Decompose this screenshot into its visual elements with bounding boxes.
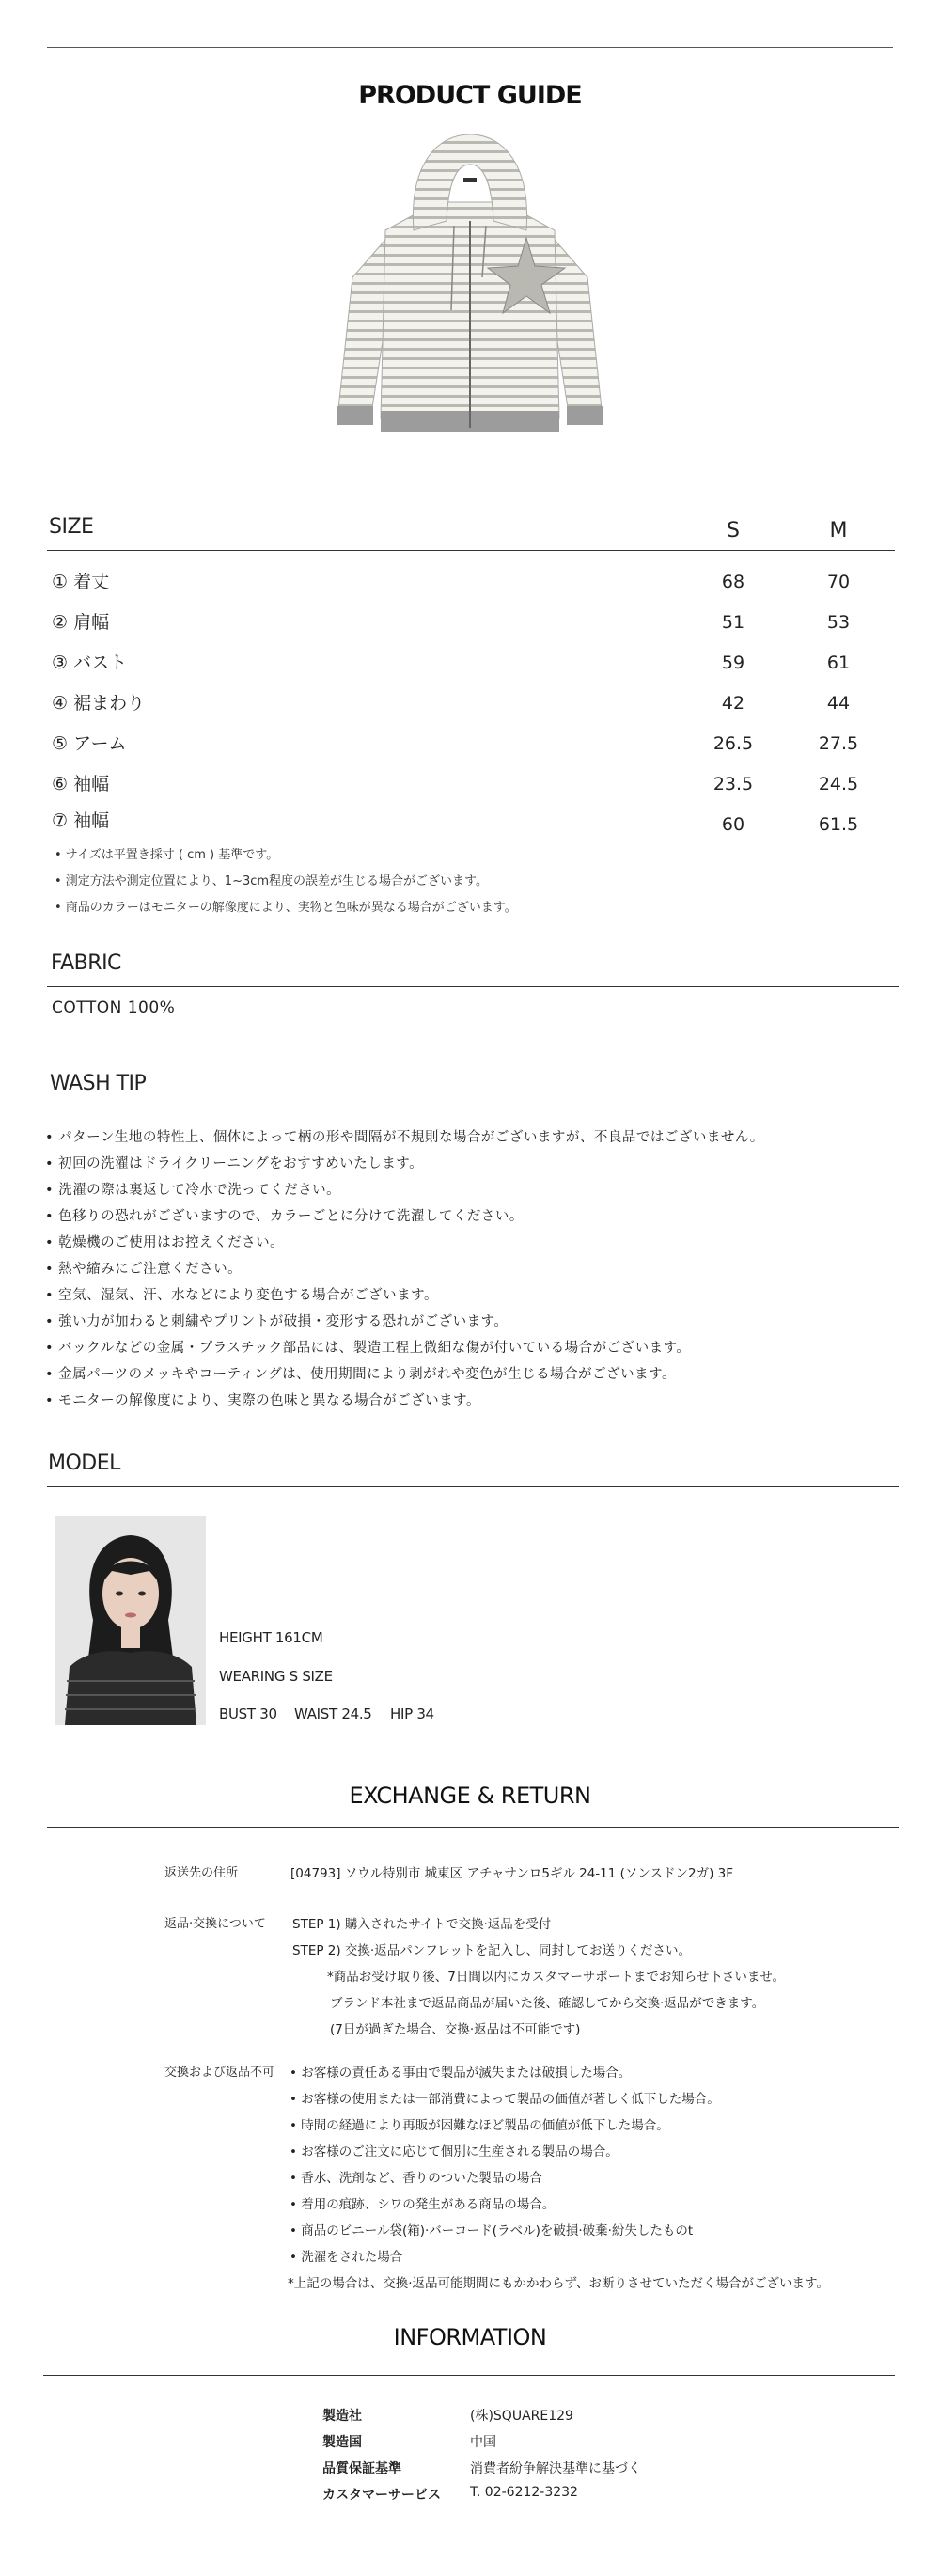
refuse-note: *上記の場合は、交換·返品可能期間にもかかわらず、お断りさせていただく場合がございます。 xyxy=(288,2276,829,2291)
info-value: 消費者紛争解決基準に基づく xyxy=(470,2461,641,2476)
info-label: 製造社 xyxy=(322,2409,362,2424)
refuse-line: • 商品のビニール袋(箱)·バーコード(ラベル)を破損·破棄·紛失したものt xyxy=(290,2223,694,2238)
size-row-s: 42 xyxy=(721,693,745,714)
size-row-s: 68 xyxy=(721,572,745,592)
size-row-m: 44 xyxy=(826,693,851,714)
model-height: HEIGHT 161CM xyxy=(219,1629,323,1646)
size-row-m: 70 xyxy=(826,572,851,592)
model-title: MODEL xyxy=(48,1452,120,1475)
about-line: *商品お受け取り後、7日間以内にカスタマーサポートまでお知らせ下さいませ。 xyxy=(327,1970,786,1985)
model-divider xyxy=(47,1486,899,1487)
info-value: T. 02-6212-3232 xyxy=(470,2485,578,2500)
size-row-s: 51 xyxy=(721,612,745,633)
about-line: STEP 1) 購入されたサイトで交換·返品を受付 xyxy=(292,1917,552,1932)
wash-tip: • パターン生地の特性上、個体によって柄の形や間隔が不規則な場合がございますが、不良品ではございません。 xyxy=(45,1130,764,1145)
info-label: 品質保証基準 xyxy=(322,2461,401,2476)
wash-tip: • 空気、湿気、汗、水などにより変色する場合がございます。 xyxy=(45,1288,438,1303)
refuse-label: 交換および返品不可 xyxy=(164,2066,275,2080)
size-row-s: 60 xyxy=(721,814,745,835)
about-line: ブランド本社まで返品商品が届いた後、確認してから交換·返品ができます。 xyxy=(330,1996,765,2011)
size-row-m: 24.5 xyxy=(818,774,859,794)
size-row-s: 26.5 xyxy=(713,733,754,754)
size-row-label: ⑥ 袖幅 xyxy=(52,774,110,794)
refuse-line: • お客様のご注文に応じて個別に生産される製品の場合。 xyxy=(290,2144,619,2160)
page-title: PRODUCT GUIDE xyxy=(358,81,582,110)
size-row-label: ③ バスト xyxy=(52,652,128,673)
wash-tip: • 初回の洗濯はドライクリーニングをおすすめいたします。 xyxy=(45,1156,424,1171)
wash-tip: • 乾燥機のご使用はお控えください。 xyxy=(45,1235,285,1250)
wash-tip: • 色移りの恐れがございますので、カラーごとに分けて洗濯してください。 xyxy=(45,1209,524,1224)
refuse-line: • 洗濯をされた場合 xyxy=(290,2250,403,2265)
info-label: カスタマーサービス xyxy=(322,2488,441,2503)
size-row-m: 53 xyxy=(826,612,851,633)
size-row-label: ① 着丈 xyxy=(52,572,110,592)
top-divider xyxy=(47,47,893,48)
info-value: 中国 xyxy=(470,2435,496,2450)
size-column-s: S xyxy=(727,519,740,542)
size-row-label: ② 肩幅 xyxy=(52,612,110,633)
size-row-m: 27.5 xyxy=(818,733,859,754)
size-row-label: ④ 裾まわり xyxy=(52,693,146,714)
wash-tip: • 金属パーツのメッキやコーティングは、使用期間により剥がれや変色が生じる場合がございます。 xyxy=(45,1367,676,1382)
model-hip: HIP 34 xyxy=(390,1705,434,1722)
size-title: SIZE xyxy=(49,515,94,539)
refuse-line: • 時間の経過により再販が困難なほど製品の価値が低下した場合。 xyxy=(290,2118,669,2133)
model-waist: WAIST 24.5 xyxy=(294,1705,372,1722)
information-title: INFORMATION xyxy=(393,2324,547,2350)
size-column-m: M xyxy=(829,519,848,542)
refuse-line: • 香水、洗剤など、香りのついた製品の場合 xyxy=(290,2171,542,2186)
fabric-divider xyxy=(47,986,899,987)
about-line: (7日が過ぎた場合、交換·返品は不可能です) xyxy=(330,2022,581,2037)
model-bust: BUST 30 xyxy=(219,1705,277,1722)
address-value: [04793] ソウル特別市 城東区 アチャサンロ5ギル 24-11 (ソンスドン2ガ) 3F xyxy=(290,1866,733,1881)
model-wearing: WEARING S SIZE xyxy=(219,1668,333,1685)
info-value: (株)SQUARE129 xyxy=(470,2409,573,2424)
wash-tip: • バックルなどの金属・プラスチック部品には、製造工程上微細な傷が付いている場合がございます。 xyxy=(45,1341,691,1356)
size-row-m: 61.5 xyxy=(818,814,859,835)
size-row-m: 61 xyxy=(826,652,851,673)
wash-tip: • 熱や縮みにご注意ください。 xyxy=(45,1262,243,1277)
refuse-line: • お客様の責任ある事由で製品が滅失または破損した場合。 xyxy=(290,2066,632,2081)
size-note: • 商品のカラーはモニターの解像度により、実物と色味が異なる場合がございます。 xyxy=(55,901,517,915)
refuse-line: • 着用の痕跡、シワの発生がある商品の場合。 xyxy=(290,2197,556,2212)
size-row-s: 23.5 xyxy=(713,774,754,794)
wash-tip: • 洗濯の際は裏返して冷水で洗ってください。 xyxy=(45,1183,341,1198)
fabric-title: FABRIC xyxy=(51,951,121,975)
wash-tip: • 強い力が加わると刺繍やプリントが破損・変形する恐れがございます。 xyxy=(45,1314,509,1329)
information-divider xyxy=(43,2375,895,2376)
size-note: • サイズは平置き採寸 ( cm ) 基準です。 xyxy=(55,848,279,862)
size-row-s: 59 xyxy=(721,652,745,673)
size-divider xyxy=(47,550,895,551)
model-photo xyxy=(55,1516,206,1725)
refuse-line: • お客様の使用または一部消費によって製品の価値が著しく低下した場合。 xyxy=(290,2092,720,2107)
exchange-title: EXCHANGE & RETURN xyxy=(349,1783,591,1809)
exchange-divider xyxy=(47,1827,899,1828)
product-image xyxy=(334,127,606,437)
size-row-label: ⑤ アーム xyxy=(52,733,127,754)
wash-title: WASH TIP xyxy=(50,1072,147,1095)
size-row-label: ⑦ 袖幅 xyxy=(52,810,110,831)
info-label: 製造国 xyxy=(322,2435,362,2450)
fabric-value: COTTON 100% xyxy=(52,998,176,1017)
about-label: 返品·交換について xyxy=(164,1917,266,1931)
wash-tip: • モニターの解像度により、実際の色味と異なる場合がございます。 xyxy=(45,1393,480,1408)
size-note: • 測定方法や測定位置により、1~3cm程度の誤差が生じる場合がございます。 xyxy=(55,874,489,888)
about-line: STEP 2) 交換·返品パンフレットを記入し、同封してお送りください。 xyxy=(292,1943,692,1958)
address-label: 返送先の住所 xyxy=(164,1866,239,1880)
